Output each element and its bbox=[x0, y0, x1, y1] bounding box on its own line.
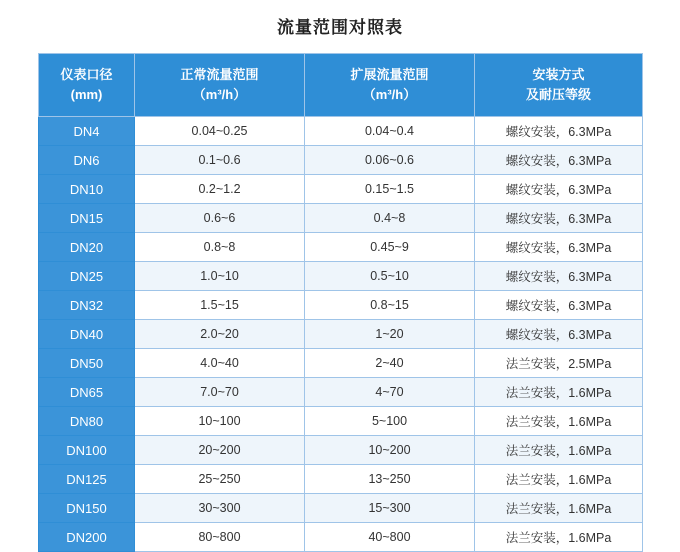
header-cell-normal-range bbox=[135, 54, 305, 117]
cell-extended-range: 0.8~15 bbox=[305, 291, 475, 320]
cell-normal-range: 0.8~8 bbox=[135, 233, 305, 262]
table-row bbox=[39, 320, 643, 349]
cell-normal-range: 25~250 bbox=[135, 465, 305, 494]
cell-extended-range: 40~800 bbox=[305, 523, 475, 552]
table-body bbox=[39, 117, 643, 552]
cell-diameter: DN150 bbox=[39, 494, 135, 523]
cell-extended-range: 0.15~1.5 bbox=[305, 175, 475, 204]
cell-diameter: DN200 bbox=[39, 523, 135, 552]
table-header bbox=[39, 54, 643, 117]
cell-installation: 螺纹安装，6.3MPa bbox=[475, 262, 643, 291]
header-line-1: 正常流量范围 bbox=[180, 66, 259, 82]
cell-installation: 法兰安装，1.6MPa bbox=[475, 465, 643, 494]
table-row bbox=[39, 262, 643, 291]
header-line-2: (mm) bbox=[70, 87, 103, 102]
cell-diameter: DN25 bbox=[39, 262, 135, 291]
header-line-1: 扩展流量范围 bbox=[350, 66, 429, 82]
header-cell-diameter bbox=[39, 54, 135, 117]
header-row bbox=[39, 54, 643, 117]
cell-normal-range: 20~200 bbox=[135, 436, 305, 465]
table-row bbox=[39, 233, 643, 262]
cell-installation: 螺纹安装，6.3MPa bbox=[475, 117, 643, 146]
cell-normal-range: 4.0~40 bbox=[135, 349, 305, 378]
cell-extended-range: 0.04~0.4 bbox=[305, 117, 475, 146]
cell-normal-range: 80~800 bbox=[135, 523, 305, 552]
cell-extended-range: 15~300 bbox=[305, 494, 475, 523]
cell-normal-range: 0.1~0.6 bbox=[135, 146, 305, 175]
table-row bbox=[39, 204, 643, 233]
table-container bbox=[38, 53, 642, 552]
cell-diameter: DN4 bbox=[39, 117, 135, 146]
header-line-2: （m³/h） bbox=[192, 87, 247, 102]
cell-installation: 法兰安装，1.6MPa bbox=[475, 436, 643, 465]
cell-diameter: DN65 bbox=[39, 378, 135, 407]
page-title: 流量范围对照表 bbox=[277, 18, 403, 37]
header-cell-installation bbox=[475, 54, 643, 117]
cell-diameter: DN6 bbox=[39, 146, 135, 175]
cell-installation: 法兰安装，1.6MPa bbox=[475, 378, 643, 407]
cell-installation: 螺纹安装，6.3MPa bbox=[475, 204, 643, 233]
cell-normal-range: 2.0~20 bbox=[135, 320, 305, 349]
cell-installation: 法兰安装，2.5MPa bbox=[475, 349, 643, 378]
cell-extended-range: 2~40 bbox=[305, 349, 475, 378]
header-line-1: 安装方式 bbox=[532, 66, 585, 82]
header-line-2: 及耐压等级 bbox=[525, 87, 591, 102]
cell-diameter: DN40 bbox=[39, 320, 135, 349]
cell-diameter: DN50 bbox=[39, 349, 135, 378]
cell-normal-range: 0.04~0.25 bbox=[135, 117, 305, 146]
cell-diameter: DN20 bbox=[39, 233, 135, 262]
cell-diameter: DN125 bbox=[39, 465, 135, 494]
cell-normal-range: 10~100 bbox=[135, 407, 305, 436]
cell-installation: 螺纹安装，6.3MPa bbox=[475, 291, 643, 320]
cell-installation: 螺纹安装，6.3MPa bbox=[475, 175, 643, 204]
table-row bbox=[39, 465, 643, 494]
table-row bbox=[39, 291, 643, 320]
cell-diameter: DN10 bbox=[39, 175, 135, 204]
cell-extended-range: 10~200 bbox=[305, 436, 475, 465]
table-row bbox=[39, 407, 643, 436]
table-row bbox=[39, 175, 643, 204]
header-line-1: 仪表口径 bbox=[60, 66, 113, 82]
cell-normal-range: 1.0~10 bbox=[135, 262, 305, 291]
cell-normal-range: 1.5~15 bbox=[135, 291, 305, 320]
cell-extended-range: 0.4~8 bbox=[305, 204, 475, 233]
header-cell-extended-range bbox=[305, 54, 475, 117]
cell-normal-range: 0.6~6 bbox=[135, 204, 305, 233]
cell-diameter: DN32 bbox=[39, 291, 135, 320]
cell-extended-range: 0.5~10 bbox=[305, 262, 475, 291]
cell-diameter: DN80 bbox=[39, 407, 135, 436]
cell-extended-range: 0.06~0.6 bbox=[305, 146, 475, 175]
cell-installation: 法兰安装，1.6MPa bbox=[475, 494, 643, 523]
table-row bbox=[39, 436, 643, 465]
cell-installation: 螺纹安装，6.3MPa bbox=[475, 146, 643, 175]
header-line-2: （m³/h） bbox=[362, 87, 417, 102]
cell-normal-range: 0.2~1.2 bbox=[135, 175, 305, 204]
cell-installation: 螺纹安装，6.3MPa bbox=[475, 320, 643, 349]
table-row bbox=[39, 523, 643, 552]
cell-extended-range: 13~250 bbox=[305, 465, 475, 494]
cell-installation: 法兰安装，1.6MPa bbox=[475, 523, 643, 552]
table-row bbox=[39, 117, 643, 146]
flow-range-table bbox=[38, 53, 643, 552]
cell-installation: 法兰安装，1.6MPa bbox=[475, 407, 643, 436]
cell-normal-range: 30~300 bbox=[135, 494, 305, 523]
cell-diameter: DN100 bbox=[39, 436, 135, 465]
cell-extended-range: 0.45~9 bbox=[305, 233, 475, 262]
cell-installation: 螺纹安装，6.3MPa bbox=[475, 233, 643, 262]
cell-diameter: DN15 bbox=[39, 204, 135, 233]
table-row bbox=[39, 146, 643, 175]
cell-extended-range: 4~70 bbox=[305, 378, 475, 407]
table-row bbox=[39, 378, 643, 407]
table-row bbox=[39, 494, 643, 523]
cell-extended-range: 1~20 bbox=[305, 320, 475, 349]
cell-normal-range: 7.0~70 bbox=[135, 378, 305, 407]
cell-extended-range: 5~100 bbox=[305, 407, 475, 436]
table-row bbox=[39, 349, 643, 378]
